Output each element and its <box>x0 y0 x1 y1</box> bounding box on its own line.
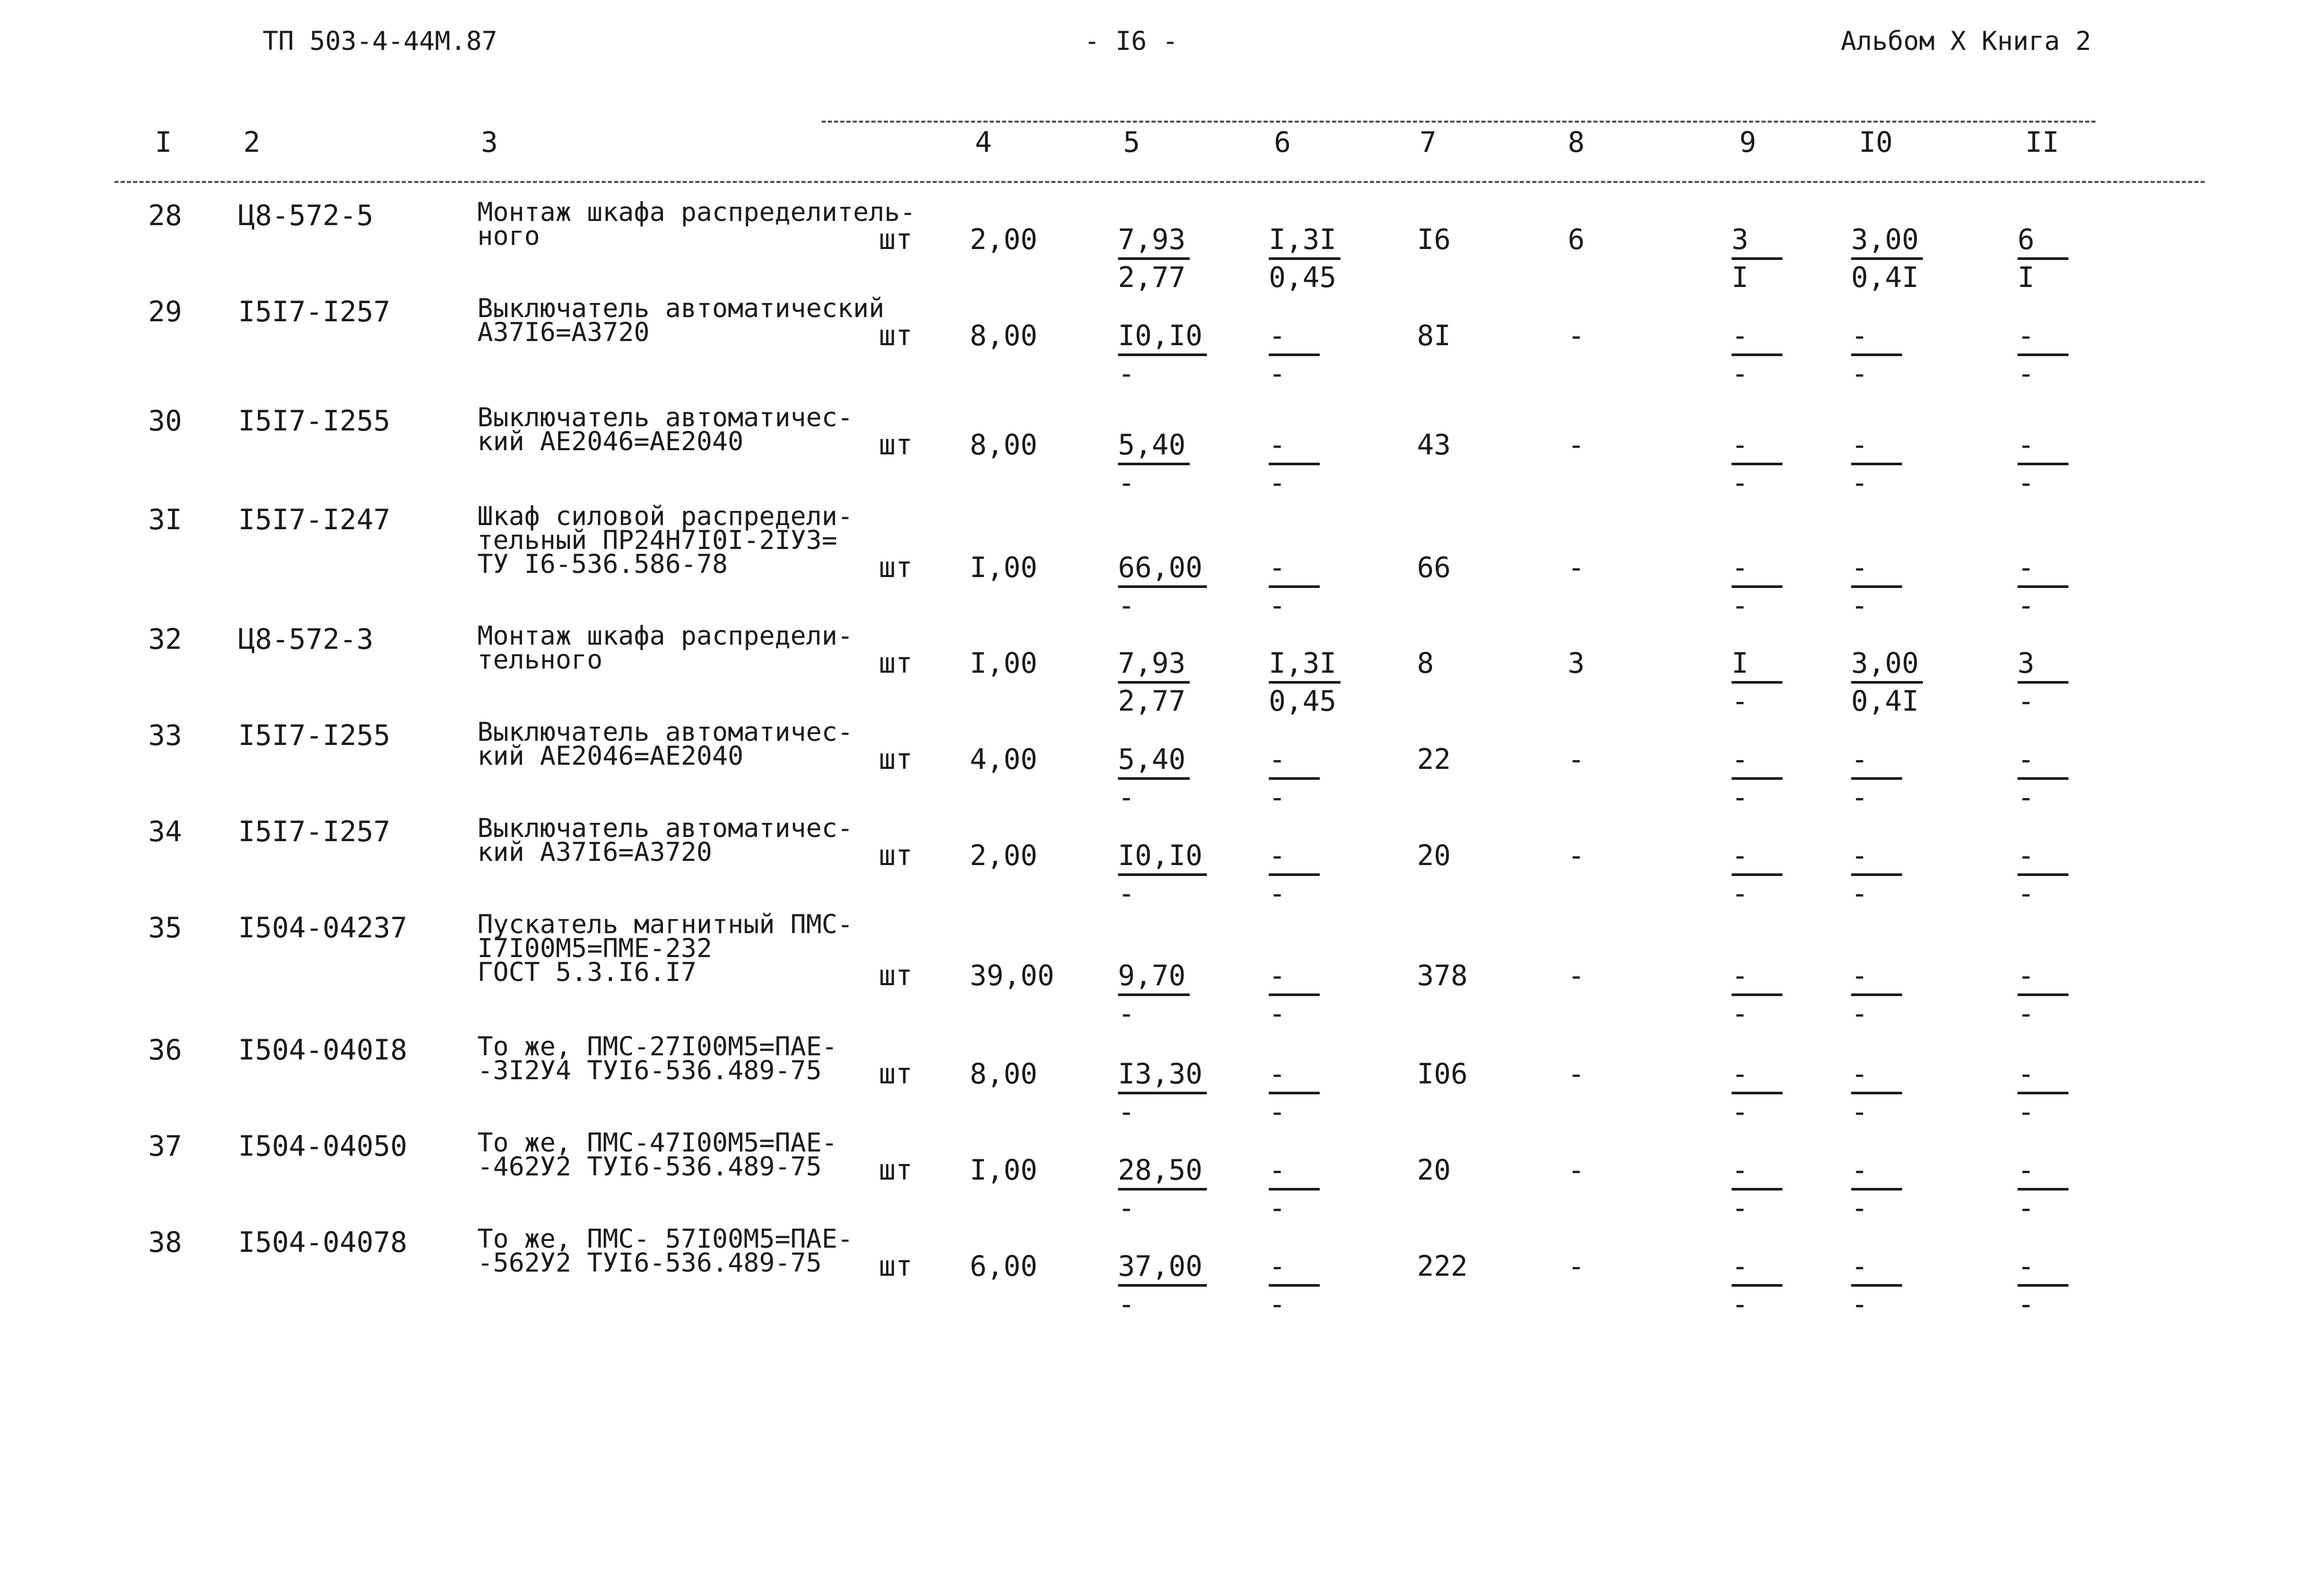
item-name: То же, ПМС-47I00М5=ПАЕ- -462У2 ТУI6-536.489-75 <box>477 1128 838 1182</box>
fraction-denominator: 2,77 <box>1118 685 1186 717</box>
fraction-c6 <box>1269 840 1320 909</box>
col-7-value: 43 <box>1417 428 1451 461</box>
fraction-c11 <box>2018 1155 2068 1224</box>
fraction-c9 <box>1732 429 1782 499</box>
fraction-c5 <box>1118 1251 1207 1320</box>
fraction-denominator: - <box>1851 781 1868 814</box>
col-7-value: 22 <box>1417 743 1451 776</box>
page-number: - I6 - <box>1084 26 1178 56</box>
fraction-denominator: - <box>1118 589 1135 622</box>
fraction-denominator: - <box>1851 1192 1868 1224</box>
col-7-value: I06 <box>1417 1057 1468 1090</box>
quantity: 2,00 <box>970 839 1038 872</box>
unit: шт <box>879 223 913 256</box>
price-code: I5I7-I257 <box>238 815 391 848</box>
fraction-denominator: - <box>1269 781 1286 814</box>
fraction-denominator: 2,77 <box>1118 261 1186 294</box>
fraction-denominator: - <box>1269 1288 1286 1320</box>
fraction-denominator: I <box>2018 261 2035 294</box>
col-7-value: 20 <box>1417 839 1451 872</box>
fraction-c9 <box>1732 1058 1782 1128</box>
fraction-denominator: - <box>2018 997 2035 1030</box>
unit: шт <box>879 647 913 679</box>
fraction-numerator: - <box>1269 840 1320 876</box>
row-number: 28 <box>148 199 183 232</box>
quantity: I,00 <box>970 1154 1038 1186</box>
col-8-value: - <box>1568 1154 1585 1186</box>
fraction-numerator: - <box>2018 1058 2068 1094</box>
fraction-numerator: I <box>1732 648 1782 684</box>
quantity: 39,00 <box>970 959 1055 992</box>
fraction-numerator: - <box>2018 1251 2068 1287</box>
fraction-numerator: - <box>1269 1155 1320 1191</box>
item-name: Выключатель автоматичес- кий АЕ2046=АЕ2040 <box>477 717 853 771</box>
fraction-numerator: - <box>2018 744 2068 780</box>
row-number: 32 <box>148 623 183 656</box>
fraction-denominator: - <box>1118 781 1135 814</box>
fraction-denominator: 0,45 <box>1269 685 1337 717</box>
fraction-c9 <box>1732 1155 1782 1224</box>
unit: шт <box>879 1154 913 1186</box>
col-7-value: 66 <box>1417 551 1451 584</box>
row-number: 37 <box>148 1130 183 1162</box>
col-head-6: 6 <box>1274 126 1291 159</box>
fraction-denominator: 0,45 <box>1269 261 1337 294</box>
col-head-8: 8 <box>1568 126 1585 159</box>
fraction-c11 <box>2018 744 2068 813</box>
fraction-denominator: - <box>2018 685 2035 717</box>
col-8-value: - <box>1568 428 1585 461</box>
unit: шт <box>879 1057 913 1090</box>
fraction-c9 <box>1732 552 1782 621</box>
fraction-denominator: - <box>1118 1192 1135 1224</box>
fraction-c10 <box>1851 1155 1902 1224</box>
fraction-denominator: - <box>1732 357 1749 390</box>
fraction-denominator: - <box>1118 466 1135 499</box>
quantity: 2,00 <box>970 223 1038 256</box>
price-code: I504-040I8 <box>238 1034 408 1066</box>
fraction-c5 <box>1118 224 1190 293</box>
fraction-c9 <box>1732 960 1782 1029</box>
col-7-value: 222 <box>1417 1250 1468 1283</box>
fraction-c10 <box>1851 744 1902 813</box>
row-number: 29 <box>148 295 183 328</box>
fraction-numerator: I3,30 <box>1118 1058 1207 1094</box>
fraction-c6 <box>1269 960 1320 1029</box>
fraction-denominator: - <box>1851 1095 1868 1128</box>
row-number: 35 <box>148 911 183 944</box>
fraction-c10 <box>1851 224 1923 293</box>
fraction-c9 <box>1732 648 1782 717</box>
fraction-c6 <box>1269 744 1320 813</box>
unit: шт <box>879 319 913 352</box>
unit: шт <box>879 551 913 584</box>
fraction-numerator: - <box>2018 320 2068 356</box>
col-7-value: 20 <box>1417 1154 1451 1186</box>
item-name: Выключатель автоматичес- кий АЕ2046=АЕ2040 <box>477 402 853 456</box>
quantity: 8,00 <box>970 1057 1038 1090</box>
fraction-numerator: - <box>1851 1251 1902 1287</box>
fraction-numerator: I,3I <box>1269 224 1341 260</box>
fraction-c6 <box>1269 648 1341 717</box>
fraction-numerator: - <box>1732 744 1782 780</box>
item-name: То же, ПМС- 57I00М5=ПАЕ- -562У2 ТУI6-536.489-75 <box>477 1224 853 1278</box>
fraction-c11 <box>2018 1058 2068 1128</box>
fraction-numerator: - <box>1851 744 1902 780</box>
price-code: I504-04050 <box>238 1130 408 1162</box>
fraction-numerator: - <box>1851 320 1902 356</box>
fraction-denominator: 0,4I <box>1851 261 1919 294</box>
fraction-c9 <box>1732 224 1782 293</box>
fraction-denominator: I <box>1732 261 1749 294</box>
fraction-c5 <box>1118 320 1207 389</box>
fraction-c6 <box>1269 1155 1320 1224</box>
fraction-denominator: - <box>1269 1192 1286 1224</box>
row-number: 33 <box>148 719 183 752</box>
fraction-denominator: - <box>2018 877 2035 910</box>
fraction-c9 <box>1732 840 1782 909</box>
fraction-numerator: - <box>2018 1155 2068 1191</box>
fraction-numerator: 3 <box>2018 648 2068 684</box>
fraction-c5 <box>1118 840 1207 909</box>
fraction-denominator: - <box>1118 357 1135 390</box>
fraction-numerator: 9,70 <box>1118 960 1190 996</box>
fraction-denominator: - <box>1851 877 1868 910</box>
fraction-numerator: - <box>1732 1155 1782 1191</box>
fraction-numerator: 3,00 <box>1851 224 1923 260</box>
fraction-numerator: I0,I0 <box>1118 320 1207 356</box>
fraction-denominator: - <box>1732 685 1749 717</box>
fraction-denominator: - <box>1732 877 1749 910</box>
fraction-numerator: 37,00 <box>1118 1251 1207 1287</box>
fraction-c5 <box>1118 960 1190 1029</box>
fraction-c10 <box>1851 1251 1902 1320</box>
fraction-numerator: - <box>2018 840 2068 876</box>
row-number: 36 <box>148 1034 183 1066</box>
price-code: I5I7-I255 <box>238 719 391 752</box>
fraction-c9 <box>1732 1251 1782 1320</box>
fraction-c5 <box>1118 744 1190 813</box>
fraction-c6 <box>1269 1251 1320 1320</box>
col-head-2: 2 <box>243 126 261 159</box>
fraction-numerator: - <box>2018 960 2068 996</box>
fraction-denominator: - <box>1851 1288 1868 1320</box>
item-name: Шкаф силовой распредели- тельный ПР24Н7I0I-2IУ3= ТУ I6-536.586-78 <box>477 501 853 579</box>
fraction-denominator: - <box>1851 357 1868 390</box>
price-code: Ц8-572-3 <box>238 623 374 656</box>
fraction-c6 <box>1269 320 1320 389</box>
fraction-denominator: - <box>1732 997 1749 1030</box>
col-head-3: 3 <box>481 126 498 159</box>
fraction-c11 <box>2018 840 2068 909</box>
fraction-numerator: - <box>1732 960 1782 996</box>
price-code: I5I7-I247 <box>238 503 391 536</box>
fraction-denominator: - <box>1118 1095 1135 1128</box>
col-8-value: - <box>1568 839 1585 872</box>
price-code: Ц8-572-5 <box>238 199 374 232</box>
fraction-numerator: 7,93 <box>1118 224 1190 260</box>
price-code: I504-04237 <box>238 911 408 944</box>
fraction-c10 <box>1851 429 1902 499</box>
fraction-denominator: - <box>1269 466 1286 499</box>
fraction-denominator: - <box>1851 466 1868 499</box>
fraction-denominator: - <box>2018 466 2035 499</box>
header-bottom-rule <box>114 181 2205 183</box>
fraction-numerator: - <box>1269 320 1320 356</box>
fraction-denominator: - <box>1732 781 1749 814</box>
fraction-c5 <box>1118 648 1190 717</box>
fraction-c5 <box>1118 429 1190 499</box>
fraction-c11 <box>2018 648 2068 717</box>
col-7-value: 378 <box>1417 959 1468 992</box>
price-code: I5I7-I255 <box>238 404 391 437</box>
col-8-value: - <box>1568 1057 1585 1090</box>
fraction-denominator: - <box>1269 1095 1286 1128</box>
album-book: Альбом X Книга 2 <box>1841 26 2091 56</box>
fraction-denominator: - <box>1118 877 1135 910</box>
fraction-denominator: - <box>1118 1288 1135 1320</box>
fraction-c6 <box>1269 1058 1320 1128</box>
fraction-numerator: - <box>2018 429 2068 465</box>
quantity: I,00 <box>970 551 1038 584</box>
fraction-numerator: 5,40 <box>1118 429 1190 465</box>
fraction-denominator: - <box>1269 877 1286 910</box>
fraction-numerator: - <box>1269 1058 1320 1094</box>
row-number: 38 <box>148 1226 183 1259</box>
fraction-denominator: 0,4I <box>1851 685 1919 717</box>
price-code: I5I7-I257 <box>238 295 391 328</box>
col-head-4: 4 <box>975 126 992 159</box>
fraction-numerator: - <box>1851 1058 1902 1094</box>
col-head-5: 5 <box>1123 126 1140 159</box>
unit: шт <box>879 839 913 872</box>
fraction-c5 <box>1118 1058 1207 1128</box>
row-number: 30 <box>148 404 183 437</box>
quantity: 8,00 <box>970 428 1038 461</box>
fraction-denominator: - <box>1732 466 1749 499</box>
fraction-c9 <box>1732 744 1782 813</box>
fraction-numerator: I,3I <box>1269 648 1341 684</box>
fraction-denominator: - <box>1732 1095 1749 1128</box>
fraction-numerator: - <box>1851 840 1902 876</box>
fraction-c9 <box>1732 320 1782 389</box>
row-number: 34 <box>148 815 183 848</box>
fraction-denominator: - <box>1732 1192 1749 1224</box>
col-head-7: 7 <box>1420 126 1437 159</box>
fraction-numerator: - <box>1269 960 1320 996</box>
col-head-11: II <box>2025 126 2060 159</box>
fraction-denominator: - <box>1118 997 1135 1030</box>
item-name: Выключатель автоматичес- кий А37I6=А3720 <box>477 813 853 867</box>
col-8-value: 3 <box>1568 647 1585 679</box>
fraction-numerator: - <box>1851 960 1902 996</box>
fraction-numerator: 28,50 <box>1118 1155 1207 1191</box>
fraction-numerator: - <box>1732 320 1782 356</box>
document-code: ТП 503-4-44М.87 <box>263 26 498 56</box>
row-number: 3I <box>148 503 183 536</box>
unit: шт <box>879 743 913 776</box>
fraction-c10 <box>1851 320 1902 389</box>
fraction-c11 <box>2018 1251 2068 1320</box>
fraction-denominator: - <box>2018 589 2035 622</box>
fraction-numerator: - <box>1732 1058 1782 1094</box>
fraction-denominator: - <box>2018 781 2035 814</box>
fraction-numerator: - <box>1269 1251 1320 1287</box>
fraction-c5 <box>1118 552 1207 621</box>
fraction-numerator: 5,40 <box>1118 744 1190 780</box>
col-head-9: 9 <box>1739 126 1756 159</box>
unit: шт <box>879 959 913 992</box>
fraction-numerator: - <box>1732 429 1782 465</box>
quantity: I,00 <box>970 647 1038 679</box>
col-7-value: 8I <box>1417 319 1451 352</box>
fraction-denominator: - <box>2018 357 2035 390</box>
fraction-denominator: - <box>1269 589 1286 622</box>
fraction-numerator: - <box>1732 1251 1782 1287</box>
item-name: Выключатель автоматический А37I6=А3720 <box>477 293 884 347</box>
item-name: То же, ПМС-27I00М5=ПАЕ- -3I2У4 ТУI6-536.489-75 <box>477 1031 838 1085</box>
col-7-value: 8 <box>1417 647 1434 679</box>
fraction-c6 <box>1269 552 1320 621</box>
fraction-c11 <box>2018 224 2068 293</box>
fraction-c6 <box>1269 429 1320 499</box>
fraction-denominator: - <box>1732 589 1749 622</box>
fraction-numerator: 3,00 <box>1851 648 1923 684</box>
fraction-numerator: 3 <box>1732 224 1782 260</box>
fraction-numerator: - <box>1732 552 1782 588</box>
fraction-c10 <box>1851 648 1923 717</box>
fraction-denominator: - <box>2018 1095 2035 1128</box>
fraction-c10 <box>1851 840 1902 909</box>
fraction-c11 <box>2018 552 2068 621</box>
fraction-denominator: - <box>2018 1288 2035 1320</box>
fraction-denominator: - <box>1851 997 1868 1030</box>
fraction-numerator: - <box>1851 429 1902 465</box>
fraction-denominator: - <box>1851 589 1868 622</box>
col-8-value: - <box>1568 743 1585 776</box>
col-head-1: I <box>155 126 172 159</box>
fraction-c6 <box>1269 224 1341 293</box>
fraction-c10 <box>1851 552 1902 621</box>
fraction-numerator: - <box>1851 1155 1902 1191</box>
fraction-c11 <box>2018 320 2068 389</box>
fraction-numerator: - <box>1269 552 1320 588</box>
fraction-numerator: - <box>1269 429 1320 465</box>
item-name: Монтаж шкафа распределитель- ного <box>477 197 916 251</box>
price-code: I504-04078 <box>238 1226 408 1259</box>
fraction-numerator: - <box>1851 552 1902 588</box>
fraction-numerator: I0,I0 <box>1118 840 1207 876</box>
fraction-numerator: - <box>1269 744 1320 780</box>
fraction-numerator: 6 <box>2018 224 2068 260</box>
unit: шт <box>879 428 913 461</box>
quantity: 4,00 <box>970 743 1038 776</box>
col-8-value: - <box>1568 551 1585 584</box>
item-name: Пускатель магнитный ПМС- I7I00М5=ПМЕ-232 ГОСТ 5.3.I6.I7 <box>477 909 853 987</box>
col-8-value: - <box>1568 959 1585 992</box>
col-head-10: I0 <box>1859 126 1893 159</box>
fraction-numerator: - <box>1732 840 1782 876</box>
fraction-c11 <box>2018 429 2068 499</box>
fraction-numerator: - <box>2018 552 2068 588</box>
unit: шт <box>879 1250 913 1283</box>
fraction-numerator: 66,00 <box>1118 552 1207 588</box>
fraction-c5 <box>1118 1155 1207 1224</box>
fraction-denominator: - <box>1269 357 1286 390</box>
fraction-denominator: - <box>2018 1192 2035 1224</box>
fraction-c10 <box>1851 1058 1902 1128</box>
item-name: Монтаж шкафа распредели- тельного <box>477 621 853 675</box>
top-rule <box>822 121 2096 123</box>
quantity: 6,00 <box>970 1250 1038 1283</box>
col-8-value: 6 <box>1568 223 1585 256</box>
fraction-numerator: 7,93 <box>1118 648 1190 684</box>
fraction-denominator: - <box>1732 1288 1749 1320</box>
quantity: 8,00 <box>970 319 1038 352</box>
fraction-c11 <box>2018 960 2068 1029</box>
col-7-value: I6 <box>1417 223 1451 256</box>
fraction-denominator: - <box>1269 997 1286 1030</box>
col-8-value: - <box>1568 319 1585 352</box>
col-8-value: - <box>1568 1250 1585 1283</box>
fraction-c10 <box>1851 960 1902 1029</box>
